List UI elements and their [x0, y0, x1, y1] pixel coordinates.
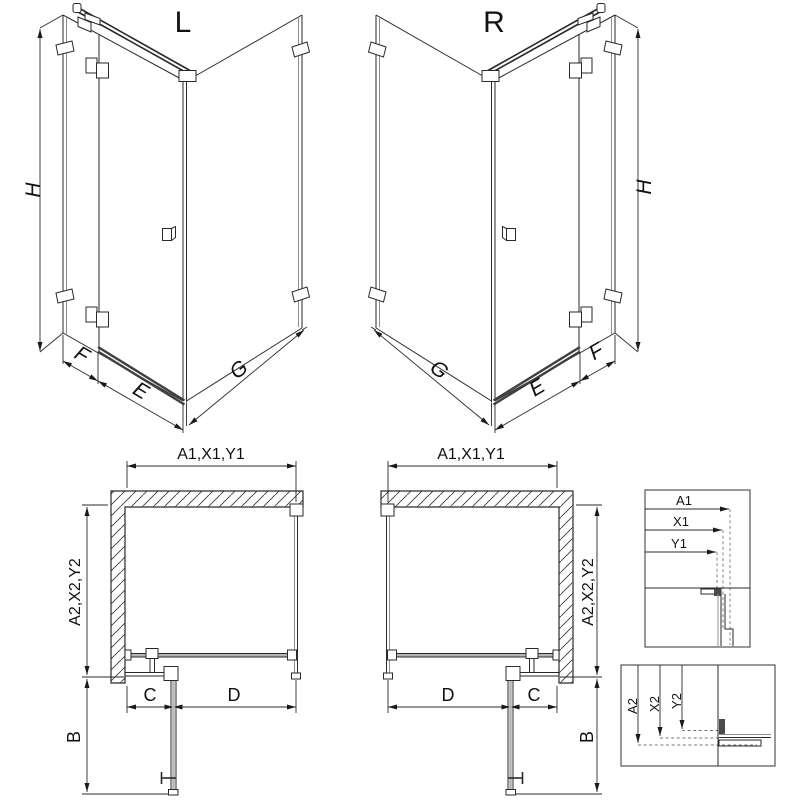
iso-right-dim-side: G: [425, 355, 453, 384]
detail-box-width: [645, 490, 750, 647]
detail-box-depth: [621, 665, 775, 766]
iso-left-figure: [22, 4, 310, 434]
detail-depth-label-a2: A2: [625, 698, 640, 714]
detail-depth-profile-section: [719, 719, 771, 746]
plan-right-dim-width: A1,X1,Y1: [437, 446, 505, 463]
plan-right-dim-fixed: C: [527, 685, 541, 705]
iso-right-figure: [369, 4, 657, 434]
iso-left-dim-side: G: [225, 355, 253, 384]
detail-depth-label-x2: X2: [647, 696, 662, 712]
plan-right-figure: [381, 446, 602, 795]
iso-right-art: [369, 4, 639, 434]
iso-left-art: [40, 4, 310, 434]
iso-left-dim-fixed: F: [70, 341, 94, 368]
detail-width-frame: [645, 490, 750, 647]
detail-depth-frame: [621, 665, 775, 766]
iso-right-title: R: [483, 6, 505, 39]
detail-width-label-a1: A1: [676, 493, 692, 508]
plan-left-dim-door: D: [227, 685, 241, 705]
detail-width-label-y1: Y1: [671, 536, 687, 551]
iso-right-dim-door: E: [525, 374, 550, 402]
plan-right-dim-depth: A2,X2,Y2: [580, 558, 597, 626]
plan-right-dim-door-swing: B: [577, 730, 597, 744]
plan-left-dim-fixed: C: [143, 685, 157, 705]
plan-left-dim-width: A1,X1,Y1: [177, 446, 245, 463]
iso-left-dim-height: H: [22, 182, 45, 198]
plan-right-dim-door: D: [441, 685, 455, 705]
iso-left-dim-door: E: [128, 377, 153, 405]
detail-depth-label-y2: Y2: [669, 693, 684, 709]
plan-left-dim-depth: A2,X2,Y2: [67, 558, 84, 626]
iso-right-dim-height: H: [633, 179, 656, 195]
plan-left-figure: [64, 446, 303, 795]
iso-right-dim-fixed: F: [584, 338, 608, 365]
detail-width-label-x1: X1: [673, 514, 689, 529]
detail-width-profile-section: [701, 589, 733, 646]
plan-left-dim-door-swing: B: [64, 730, 84, 744]
iso-left-title: L: [174, 6, 192, 39]
